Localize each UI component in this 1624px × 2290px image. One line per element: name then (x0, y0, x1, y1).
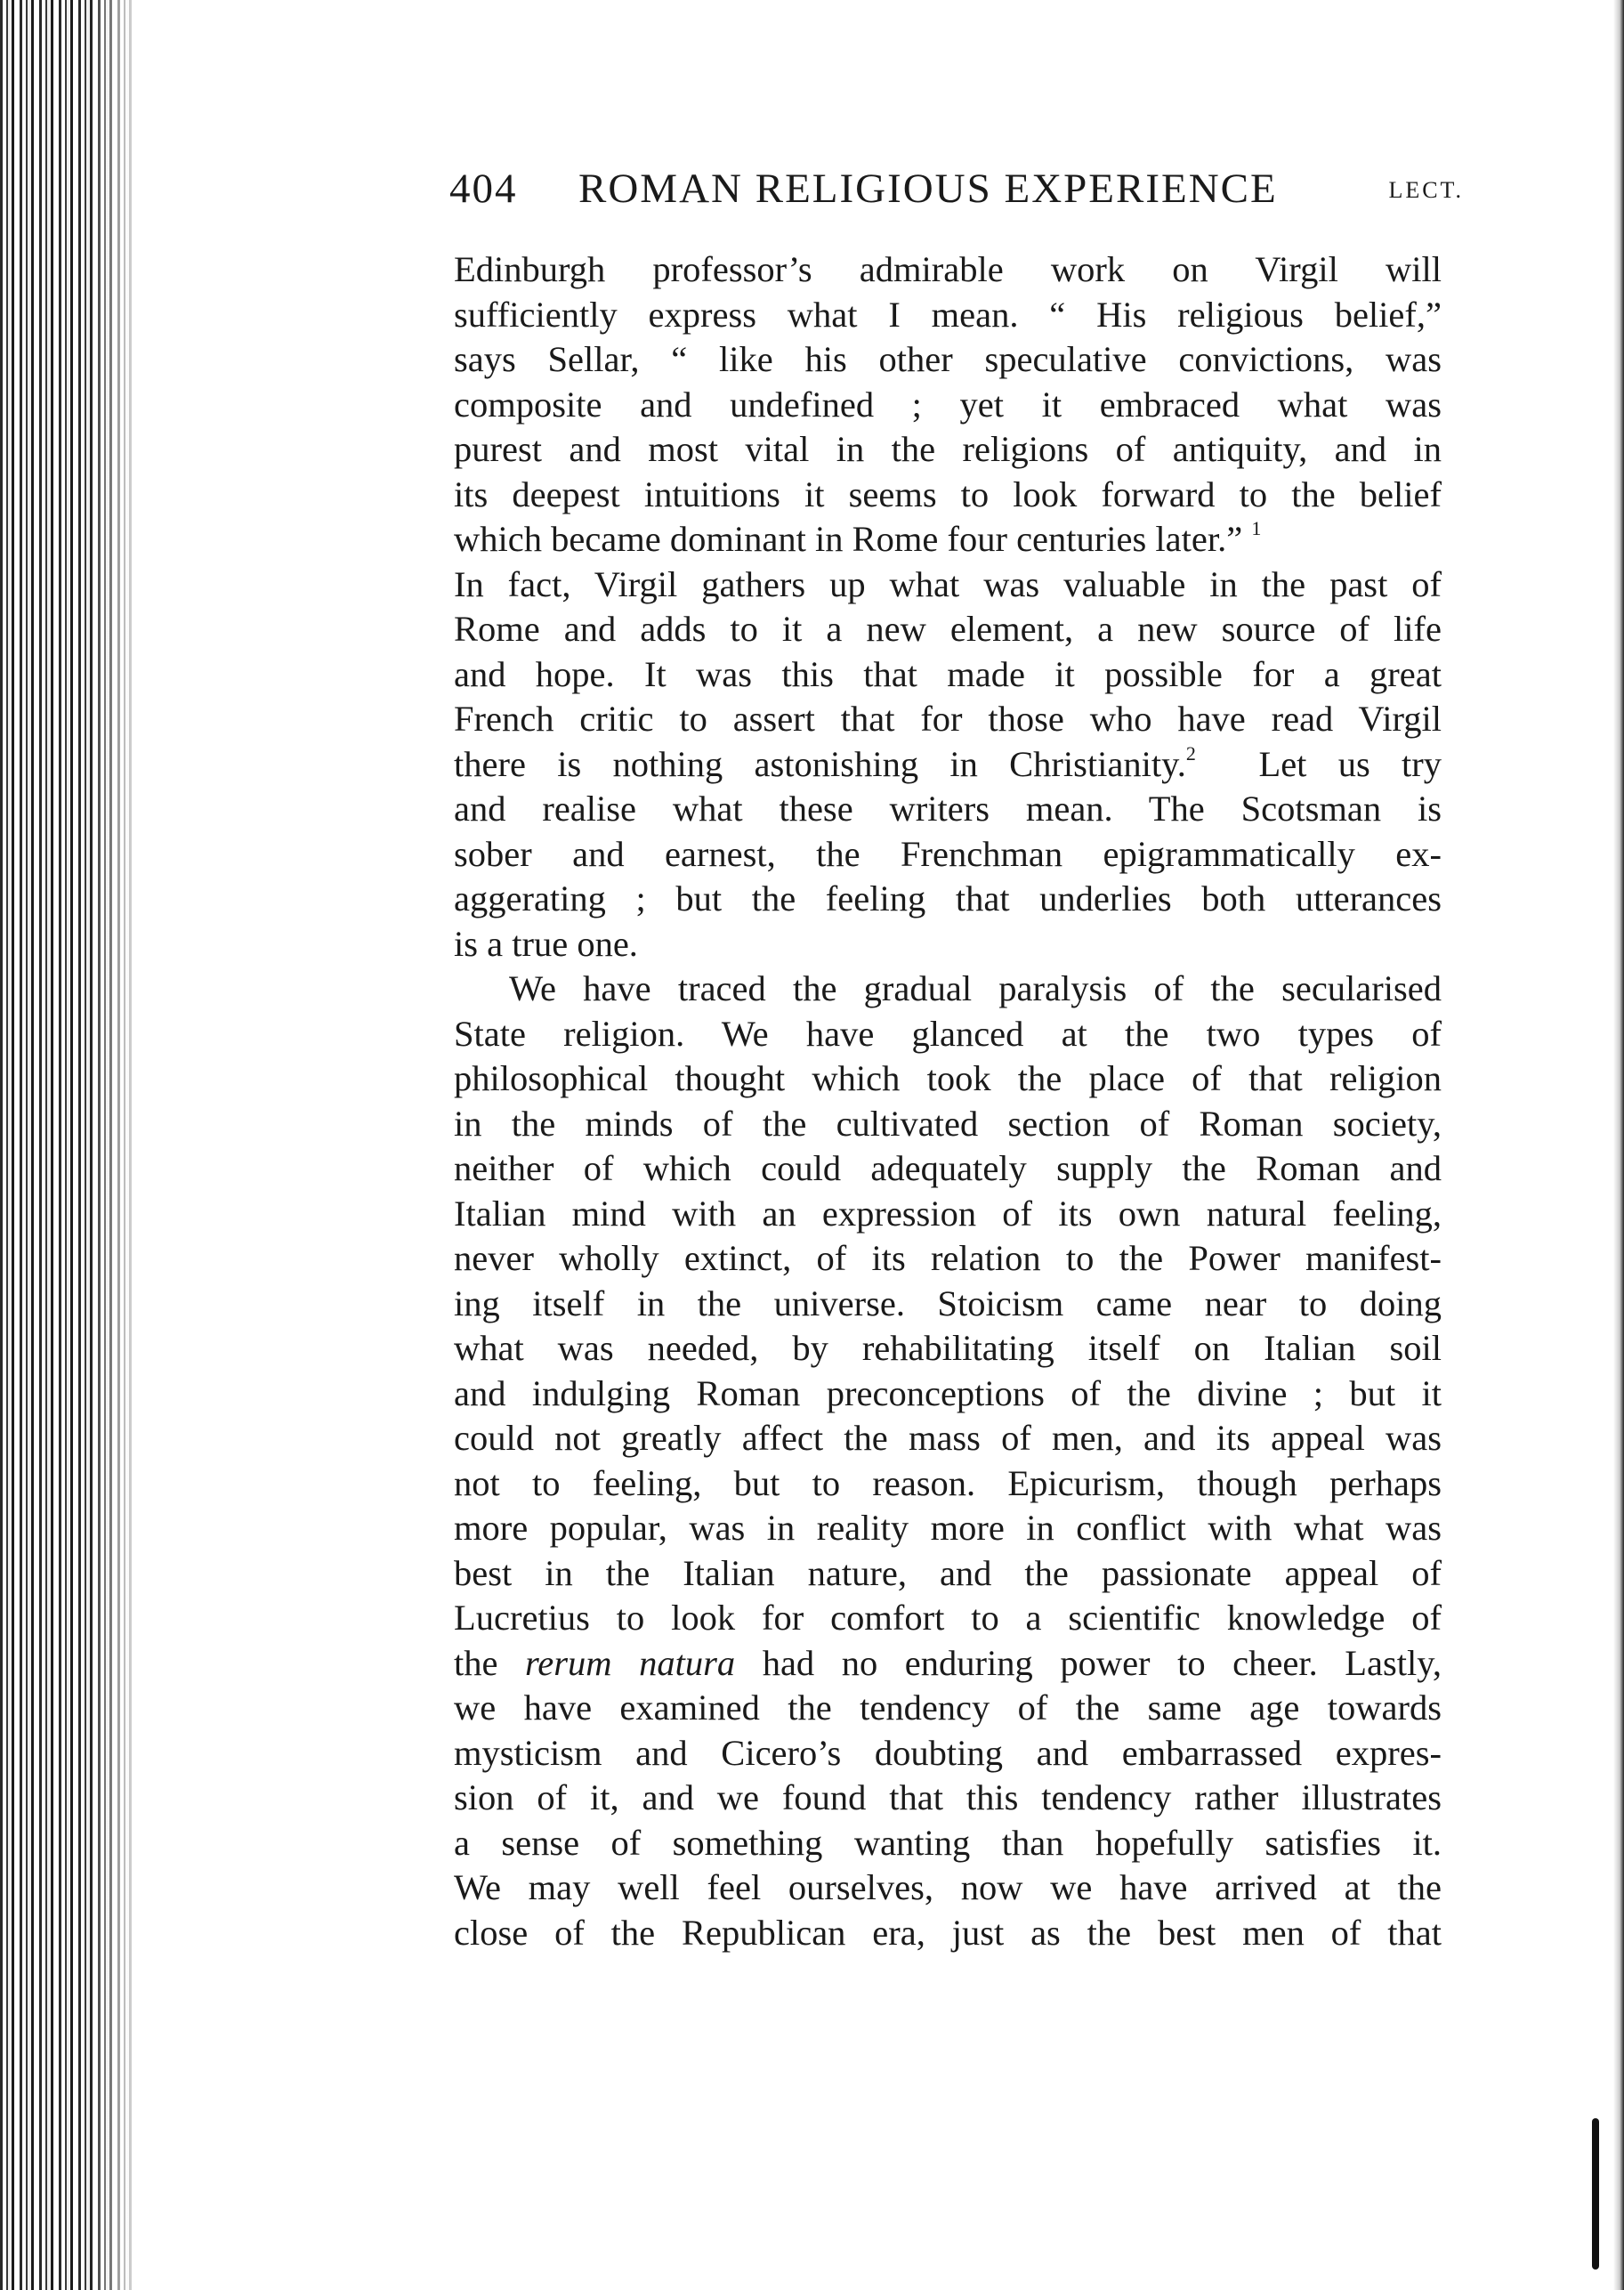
text-line: and hope. It was this that made it possible for a great (454, 653, 1442, 694)
text-line: could not greatly affect the mass of men, and its appeal was (454, 1418, 1442, 1458)
text-line: philosophical thought which took the place of that religion (454, 1058, 1442, 1098)
text-line: a sense of something wanting than hopefully satisfies it. (454, 1822, 1442, 1863)
text-line: ing itself in the universe. Stoicism came near to doing (454, 1283, 1442, 1323)
text-line: best in the Italian nature, and the passionate appeal of (454, 1552, 1442, 1593)
italic-phrase: rerum natura (525, 1642, 736, 1683)
text-line: and indulging Roman preconceptions of the divine ; but it (454, 1372, 1442, 1413)
text-segment: the (454, 1642, 498, 1683)
text-line: not to feeling, but to reason. Epicurism, though perhaps (454, 1462, 1442, 1503)
text-line: In fact, Virgil gathers up what was valuable in the past of (454, 563, 1442, 604)
body-text (454, 247, 1442, 1955)
text-line: sufficiently express what I mean. “ His religious belief,” (454, 294, 1442, 335)
footnote-ref: 2 (1185, 741, 1196, 765)
text-line: its deepest intuitions it seems to look forward to the belief (454, 473, 1442, 514)
text-line: composite and undefined ; yet it embraced what was (454, 384, 1442, 425)
gutter-fade (89, 0, 142, 2290)
text-line: never wholly extinct, of its relation to the Power manifest- (454, 1238, 1442, 1278)
text-line: more popular, was in reality more in conflict with what was (454, 1508, 1442, 1548)
text-line: neither of which could adequately supply the Roman and (454, 1148, 1442, 1188)
text-line: purest and most vital in the religions of antiquity, and in (454, 429, 1442, 469)
text-line: and realise what these writers mean. The Scotsman is (454, 789, 1442, 829)
page-number: 404 (449, 166, 518, 212)
section-mark: LECT. (1388, 177, 1464, 203)
text-line: sion of it, and we found that this tendency rather illustrates (454, 1777, 1442, 1817)
text-segment: which became dominant in Rome four centuries later.” (454, 519, 1243, 559)
text-line: is a true one. (454, 923, 638, 964)
right-edge-mark (1592, 2118, 1599, 2270)
text-line (454, 517, 1442, 562)
text-line: in the minds of the cultivated section of Roman society, (454, 1103, 1442, 1144)
text-segment: there is nothing astonishing in Christianity. (454, 743, 1186, 784)
text-line (454, 742, 1442, 788)
text-line: Rome and adds to it a new element, a new source of life (454, 609, 1442, 649)
text-line: Lucretius to look for comfort to a scientific knowledge of (454, 1598, 1442, 1638)
text-line: Italian mind with an expression of its own natural feeling, (454, 1193, 1442, 1234)
text-line: We may well feel ourselves, now we have arrived at the (454, 1867, 1442, 1907)
text-line: sober and earnest, the Frenchman epigrammatically ex- (454, 833, 1442, 874)
text-line: Edinburgh professor’s admirable work on Virgil will (454, 249, 1442, 289)
running-header (449, 165, 1464, 218)
text-line: We have traced the gradual paralysis of the secularised (509, 968, 1442, 1008)
text-line: we have examined the tendency of the same age towards (454, 1687, 1442, 1728)
text-line (454, 1641, 1442, 1687)
text-line: says Sellar, “ like his other speculative convictions, was (454, 339, 1442, 379)
text-line: aggerating ; but the feeling that underlies both utterances (454, 878, 1442, 918)
right-page-edge (1613, 0, 1624, 2290)
running-title: ROMAN RELIGIOUS EXPERIENCE (578, 166, 1278, 212)
text-line: mysticism and Cicero’s doubting and embarrassed expres- (454, 1732, 1442, 1773)
text-segment: had no enduring power to cheer. Lastly, (762, 1642, 1442, 1683)
text-line: what was needed, by rehabilitating itself on Italian soil (454, 1328, 1442, 1368)
text-line: French critic to assert that for those who have read Virgil (454, 699, 1442, 739)
text-line: State religion. We have glanced at the two types of (454, 1013, 1442, 1054)
text-segment: Let us try (1195, 743, 1442, 784)
text-line: close of the Republican era, just as the best men of that (454, 1912, 1442, 1953)
footnote-ref: 1 (1251, 517, 1262, 539)
